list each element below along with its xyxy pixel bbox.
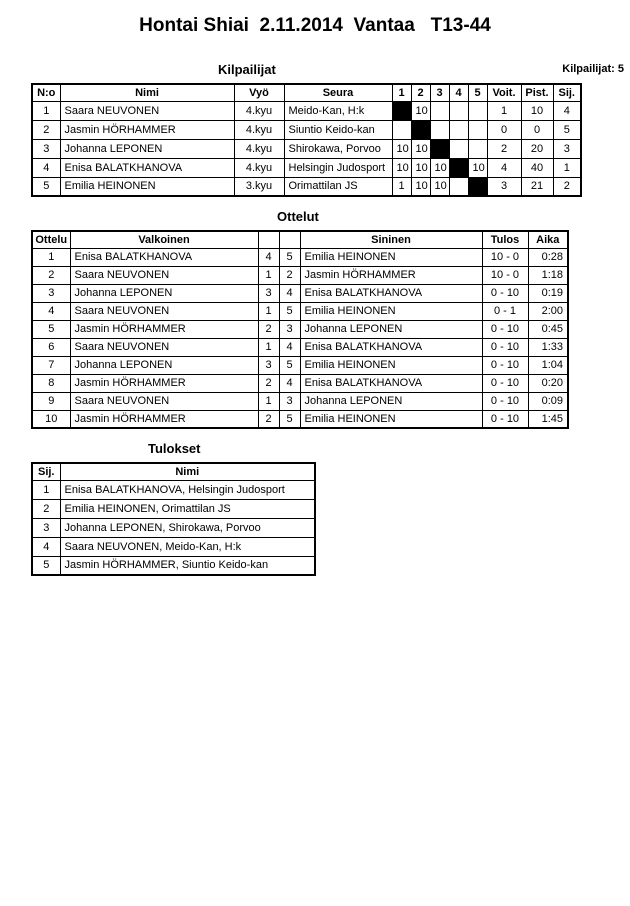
score-vs-2 xyxy=(411,120,430,139)
blue-player-name: Enisa BALATKHANOVA xyxy=(300,374,482,392)
score-vs-1: 10 xyxy=(392,158,411,177)
blue-player-number: 3 xyxy=(279,320,300,338)
competitor-wins: 1 xyxy=(487,101,521,120)
match-time: 1:45 xyxy=(528,410,568,428)
col-header-white-number xyxy=(258,231,279,248)
match-time: 0:45 xyxy=(528,320,568,338)
col-header-match-no: Ottelu xyxy=(32,231,70,248)
score-vs-4 xyxy=(449,120,468,139)
competitor-points: 40 xyxy=(521,158,553,177)
score-vs-4 xyxy=(449,177,468,196)
competitor-club: Siuntio Keido-kan xyxy=(284,120,392,139)
match-result: 0 - 10 xyxy=(482,374,528,392)
competitor-name: Emilia HEINONEN xyxy=(60,177,234,196)
match-result: 0 - 10 xyxy=(482,284,528,302)
competitor-club: Shirokawa, Porvoo xyxy=(284,139,392,158)
match-number: 1 xyxy=(32,248,70,266)
col-header-3: 3 xyxy=(430,84,449,101)
competitor-rank: 1 xyxy=(553,158,581,177)
competitor-points: 0 xyxy=(521,120,553,139)
blue-player-name: Jasmin HÖRHAMMER xyxy=(300,266,482,284)
blue-player-number: 2 xyxy=(279,266,300,284)
match-time: 1:18 xyxy=(528,266,568,284)
col-header-name: Nimi xyxy=(60,84,234,101)
col-header-blue-number xyxy=(279,231,300,248)
score-vs-5: 10 xyxy=(468,158,487,177)
match-number: 9 xyxy=(32,392,70,410)
competitor-wins: 3 xyxy=(487,177,521,196)
competitor-club: Orimattilan JS xyxy=(284,177,392,196)
competitor-points: 21 xyxy=(521,177,553,196)
competitor-name: Johanna LEPONEN xyxy=(60,139,234,158)
match-result: 10 - 0 xyxy=(482,266,528,284)
competitor-wins: 2 xyxy=(487,139,521,158)
final-result-row xyxy=(32,537,315,556)
competitor-rank: 5 xyxy=(553,120,581,139)
competitor-rank: 4 xyxy=(553,101,581,120)
white-player-name: Saara NEUVONEN xyxy=(70,266,258,284)
match-number: 2 xyxy=(32,266,70,284)
score-vs-1 xyxy=(392,120,411,139)
competitor-row xyxy=(32,120,581,139)
white-player-number: 2 xyxy=(258,410,279,428)
results-header-row xyxy=(32,463,315,480)
match-time: 0:19 xyxy=(528,284,568,302)
match-row xyxy=(32,356,568,374)
competitor-wins: 0 xyxy=(487,120,521,139)
competitor-number: 4 xyxy=(32,158,60,177)
competitors-table xyxy=(31,83,582,197)
white-player-name: Enisa BALATKHANOVA xyxy=(70,248,258,266)
final-rank: 3 xyxy=(32,518,60,537)
col-header-2: 2 xyxy=(411,84,430,101)
col-header-belt: Vyö xyxy=(234,84,284,101)
competitor-number: 1 xyxy=(32,101,60,120)
blue-player-number: 5 xyxy=(279,302,300,320)
white-player-number: 1 xyxy=(258,338,279,356)
match-result: 0 - 10 xyxy=(482,338,528,356)
competitors-section-heading: Kilpailijat xyxy=(218,62,276,77)
score-vs-3 xyxy=(430,139,449,158)
matches-table xyxy=(31,230,569,429)
col-header-4: 4 xyxy=(449,84,468,101)
matches-header-row xyxy=(32,231,568,248)
match-result: 0 - 10 xyxy=(482,356,528,374)
score-vs-5 xyxy=(468,177,487,196)
col-header-final-rank: Sij. xyxy=(32,463,60,480)
blue-player-name: Johanna LEPONEN xyxy=(300,392,482,410)
blue-player-name: Emilia HEINONEN xyxy=(300,356,482,374)
white-player-number: 3 xyxy=(258,284,279,302)
col-header-wins: Voit. xyxy=(487,84,521,101)
competitor-row xyxy=(32,101,581,120)
white-player-number: 4 xyxy=(258,248,279,266)
white-player-name: Johanna LEPONEN xyxy=(70,284,258,302)
competitor-belt: 4.kyu xyxy=(234,139,284,158)
competitor-belt: 4.kyu xyxy=(234,101,284,120)
competitor-belt: 4.kyu xyxy=(234,120,284,139)
score-vs-2: 10 xyxy=(411,158,430,177)
match-number: 3 xyxy=(32,284,70,302)
match-time: 0:09 xyxy=(528,392,568,410)
blue-player-name: Enisa BALATKHANOVA xyxy=(300,284,482,302)
match-row xyxy=(32,374,568,392)
score-vs-5 xyxy=(468,120,487,139)
match-row xyxy=(32,338,568,356)
match-row xyxy=(32,248,568,266)
match-time: 1:04 xyxy=(528,356,568,374)
final-name: Enisa BALATKHANOVA, Helsingin Judosport xyxy=(60,480,315,499)
white-player-name: Johanna LEPONEN xyxy=(70,356,258,374)
blue-player-number: 5 xyxy=(279,410,300,428)
col-header-time: Aika xyxy=(528,231,568,248)
blue-player-number: 5 xyxy=(279,356,300,374)
competitor-wins: 4 xyxy=(487,158,521,177)
match-number: 5 xyxy=(32,320,70,338)
col-header-5: 5 xyxy=(468,84,487,101)
blue-player-name: Emilia HEINONEN xyxy=(300,410,482,428)
final-name: Jasmin HÖRHAMMER, Siuntio Keido-kan xyxy=(60,556,315,575)
col-header-no: N:o xyxy=(32,84,60,101)
score-vs-3 xyxy=(430,101,449,120)
score-vs-2: 10 xyxy=(411,177,430,196)
competitor-row xyxy=(32,139,581,158)
col-header-white: Valkoinen xyxy=(70,231,258,248)
score-vs-1: 10 xyxy=(392,139,411,158)
col-header-1: 1 xyxy=(392,84,411,101)
competitor-belt: 4.kyu xyxy=(234,158,284,177)
blue-player-name: Emilia HEINONEN xyxy=(300,302,482,320)
competitor-number: 5 xyxy=(32,177,60,196)
blue-player-number: 4 xyxy=(279,338,300,356)
score-vs-3: 10 xyxy=(430,158,449,177)
match-row xyxy=(32,392,568,410)
col-header-club: Seura xyxy=(284,84,392,101)
score-vs-3 xyxy=(430,120,449,139)
competitor-name: Jasmin HÖRHAMMER xyxy=(60,120,234,139)
final-result-row xyxy=(32,480,315,499)
score-vs-2: 10 xyxy=(411,139,430,158)
score-vs-5 xyxy=(468,101,487,120)
match-result: 10 - 0 xyxy=(482,248,528,266)
final-name: Saara NEUVONEN, Meido-Kan, H:k xyxy=(60,537,315,556)
competitors-header-row xyxy=(32,84,581,101)
match-time: 0:28 xyxy=(528,248,568,266)
match-result: 0 - 10 xyxy=(482,320,528,338)
matches-section-heading: Ottelut xyxy=(277,209,319,224)
match-row xyxy=(32,410,568,428)
final-name: Emilia HEINONEN, Orimattilan JS xyxy=(60,499,315,518)
match-result: 0 - 10 xyxy=(482,392,528,410)
col-header-points: Pist. xyxy=(521,84,553,101)
score-vs-4 xyxy=(449,139,468,158)
final-rank: 1 xyxy=(32,480,60,499)
page-title: Hontai Shiai 2.11.2014 Vantaa T13-44 xyxy=(139,15,491,36)
white-player-name: Saara NEUVONEN xyxy=(70,338,258,356)
score-vs-4 xyxy=(449,101,468,120)
score-vs-1: 1 xyxy=(392,177,411,196)
results-table xyxy=(31,462,316,576)
final-result-row xyxy=(32,499,315,518)
competitor-points: 10 xyxy=(521,101,553,120)
col-header-rank: Sij. xyxy=(553,84,581,101)
blue-player-number: 3 xyxy=(279,392,300,410)
score-vs-2: 10 xyxy=(411,101,430,120)
final-result-row xyxy=(32,556,315,575)
competitors-count-label: Kilpailijat: 5 xyxy=(562,63,624,75)
final-name: Johanna LEPONEN, Shirokawa, Porvoo xyxy=(60,518,315,537)
blue-player-name: Enisa BALATKHANOVA xyxy=(300,338,482,356)
white-player-number: 1 xyxy=(258,302,279,320)
competitor-row xyxy=(32,158,581,177)
col-header-result: Tulos xyxy=(482,231,528,248)
competitor-row xyxy=(32,177,581,196)
match-row xyxy=(32,266,568,284)
white-player-name: Jasmin HÖRHAMMER xyxy=(70,374,258,392)
final-rank: 4 xyxy=(32,537,60,556)
competitor-club: Meido-Kan, H:k xyxy=(284,101,392,120)
white-player-number: 2 xyxy=(258,320,279,338)
competitor-points: 20 xyxy=(521,139,553,158)
competitor-rank: 2 xyxy=(553,177,581,196)
match-row xyxy=(32,284,568,302)
match-number: 7 xyxy=(32,356,70,374)
white-player-number: 1 xyxy=(258,266,279,284)
match-number: 10 xyxy=(32,410,70,428)
competitor-number: 3 xyxy=(32,139,60,158)
match-row xyxy=(32,302,568,320)
match-result: 0 - 10 xyxy=(482,410,528,428)
white-player-name: Saara NEUVONEN xyxy=(70,302,258,320)
match-number: 8 xyxy=(32,374,70,392)
col-header-final-name: Nimi xyxy=(60,463,315,480)
final-rank: 2 xyxy=(32,499,60,518)
competitor-rank: 3 xyxy=(553,139,581,158)
white-player-number: 2 xyxy=(258,374,279,392)
blue-player-number: 4 xyxy=(279,284,300,302)
white-player-name: Jasmin HÖRHAMMER xyxy=(70,320,258,338)
results-page xyxy=(0,15,630,906)
final-rank: 5 xyxy=(32,556,60,575)
score-vs-1 xyxy=(392,101,411,120)
competitor-belt: 3.kyu xyxy=(234,177,284,196)
white-player-number: 1 xyxy=(258,392,279,410)
match-row xyxy=(32,320,568,338)
white-player-number: 3 xyxy=(258,356,279,374)
score-vs-3: 10 xyxy=(430,177,449,196)
competitor-number: 2 xyxy=(32,120,60,139)
match-time: 0:20 xyxy=(528,374,568,392)
match-result: 0 - 1 xyxy=(482,302,528,320)
results-section-heading: Tulokset xyxy=(148,441,201,456)
blue-player-number: 5 xyxy=(279,248,300,266)
competitor-name: Saara NEUVONEN xyxy=(60,101,234,120)
competitor-club: Helsingin Judosport xyxy=(284,158,392,177)
blue-player-name: Emilia HEINONEN xyxy=(300,248,482,266)
blue-player-number: 4 xyxy=(279,374,300,392)
match-time: 1:33 xyxy=(528,338,568,356)
score-vs-5 xyxy=(468,139,487,158)
white-player-name: Saara NEUVONEN xyxy=(70,392,258,410)
score-vs-4 xyxy=(449,158,468,177)
col-header-blue: Sininen xyxy=(300,231,482,248)
match-number: 6 xyxy=(32,338,70,356)
white-player-name: Jasmin HÖRHAMMER xyxy=(70,410,258,428)
competitor-name: Enisa BALATKHANOVA xyxy=(60,158,234,177)
match-number: 4 xyxy=(32,302,70,320)
match-time: 2:00 xyxy=(528,302,568,320)
final-result-row xyxy=(32,518,315,537)
blue-player-name: Johanna LEPONEN xyxy=(300,320,482,338)
